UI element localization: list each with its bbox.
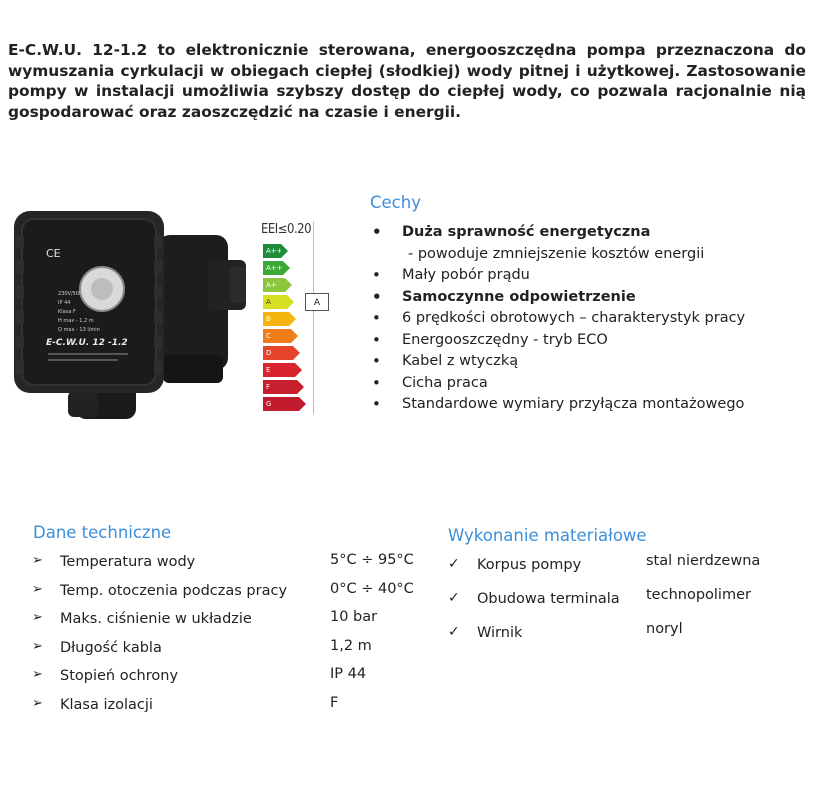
feature-item: • Samoczynne odpowietrzenie bbox=[372, 289, 745, 311]
tech-row bbox=[32, 666, 422, 695]
energy-class-bar: C bbox=[263, 329, 291, 343]
features-list bbox=[372, 224, 745, 418]
tech-value: 5°C ÷ 95°C bbox=[330, 552, 414, 568]
tech-label: Długość kabla bbox=[60, 639, 162, 656]
pump-image bbox=[8, 205, 248, 423]
material-value: noryl bbox=[646, 621, 683, 637]
tech-value: 0°C ÷ 40°C bbox=[330, 580, 414, 597]
arrow-icon: ➢ bbox=[32, 581, 43, 597]
tech-value: 1,2 m bbox=[330, 637, 372, 654]
feature-item: • Kabel z wtyczką bbox=[372, 353, 745, 375]
material-row bbox=[448, 553, 788, 587]
tech-label: Stopień ochrony bbox=[60, 668, 179, 684]
material-value: stal nierdzewna bbox=[646, 553, 761, 569]
energy-rating-pointer: A bbox=[305, 293, 329, 311]
tech-value: IP 44 bbox=[330, 666, 367, 682]
pump-model-label: E-C.W.U. 12 -1.2 bbox=[46, 338, 128, 348]
arrow-icon: ➢ bbox=[32, 553, 43, 568]
feature-item: • Mały pobór prądu bbox=[372, 267, 745, 289]
energy-class-bar: D bbox=[263, 346, 293, 360]
feature-item: • Energooszczędny - tryb ECO bbox=[372, 332, 745, 354]
tech-row bbox=[32, 609, 422, 638]
tech-label: Temp. otoczenia podczas pracy bbox=[60, 582, 288, 599]
material-label: Korpus pompy bbox=[477, 557, 582, 573]
plate-line: IP 44 bbox=[58, 300, 71, 306]
tech-row bbox=[32, 695, 422, 724]
tech-label: Maks. ciśnienie w układzie bbox=[60, 611, 252, 627]
tech-label: Temperatura wody bbox=[60, 554, 196, 570]
tech-row bbox=[32, 581, 422, 610]
feature-item: • Duża sprawność energetyczna bbox=[372, 224, 745, 246]
energy-class-bar: A bbox=[263, 295, 287, 309]
material-label: Obudowa terminala bbox=[477, 591, 620, 607]
check-icon: ✓ bbox=[448, 624, 460, 640]
arrow-icon: ➢ bbox=[32, 638, 43, 654]
feature-item: - powoduje zmniejszenie kosztów energii bbox=[408, 245, 705, 262]
feature-item: • 6 prędkości obrotowych – charakterystyk pracy bbox=[372, 310, 745, 332]
energy-class-bar: A+ bbox=[263, 278, 285, 292]
check-icon: ✓ bbox=[448, 590, 460, 606]
tech-row bbox=[32, 552, 422, 581]
plate-line: Q max - 13 l/min bbox=[58, 327, 100, 333]
check-icon: ✓ bbox=[448, 556, 460, 572]
energy-class-bar: F bbox=[263, 380, 297, 394]
material-heading: Wykonanie materiałowe bbox=[448, 526, 647, 545]
arrow-icon: ➢ bbox=[32, 695, 43, 711]
feature-item: • Standardowe wymiary przyłącza montażowego bbox=[372, 396, 745, 418]
energy-class-bar: A+++ bbox=[263, 244, 281, 258]
material-row bbox=[448, 621, 788, 655]
tech-table bbox=[32, 552, 422, 723]
material-table bbox=[448, 553, 788, 655]
material-label: Wirnik bbox=[477, 625, 523, 641]
energy-label bbox=[261, 222, 314, 414]
arrow-icon: ➢ bbox=[32, 667, 43, 682]
material-value: technopolimer bbox=[646, 587, 751, 603]
intro-paragraph: E-C.W.U. 12-1.2 to elektronicznie sterowana, energooszczędna pompa przeznaczona do wymuszania cyrkulacji w obiegach ciepłej (słodkiej) wody pitnej i użytkowej. Zastosowanie pompy w instalacji umożliwia szybszy dostęp do ciepłej wody, co pozwala racjonalnie nią gospodarować oraz zaoszczędzić na czasie i energii. bbox=[8, 41, 806, 121]
arrow-icon: ➢ bbox=[32, 610, 43, 625]
energy-class-bar: G bbox=[263, 397, 299, 411]
features-heading: Cechy bbox=[370, 193, 421, 212]
tech-heading: Dane techniczne bbox=[33, 523, 172, 542]
feature-item: • Cicha praca bbox=[372, 375, 745, 397]
tech-label: Klasa izolacji bbox=[60, 696, 153, 713]
eei-value: EEI≤0.20 bbox=[261, 222, 312, 237]
ce-mark: CE bbox=[46, 247, 61, 260]
plate-line: H max - 1,2 m bbox=[58, 318, 94, 324]
energy-class-bar: E bbox=[263, 363, 295, 377]
tech-value: 10 bar bbox=[330, 609, 378, 625]
plate-line: Klasa F bbox=[58, 309, 76, 315]
energy-class-bar: B bbox=[263, 312, 289, 326]
energy-class-bar: A++ bbox=[263, 261, 283, 275]
material-row bbox=[448, 587, 788, 621]
tech-value: F bbox=[330, 694, 339, 711]
tech-row bbox=[32, 638, 422, 667]
plate-line: 230V/50Hz bbox=[58, 291, 86, 297]
